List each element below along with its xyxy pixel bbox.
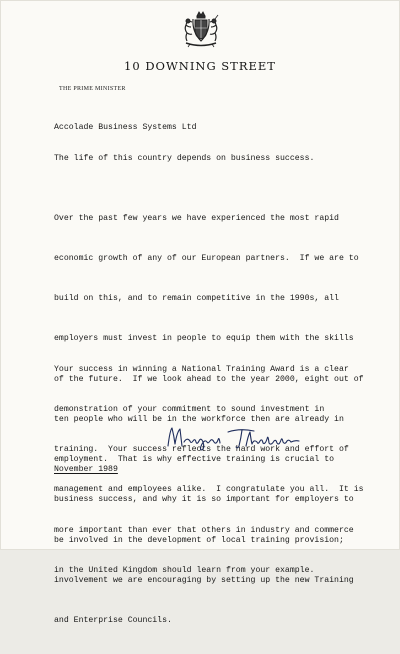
paragraph-line: more important than ever that others in industry and commerce [54, 525, 354, 535]
paragraph-line: training. Your success reflects the hard work and effort of [54, 445, 349, 455]
paragraph-line: employment. That is why effective training is crucial to [54, 455, 335, 465]
paragraph-line: build on this, and to remain competitive in the 1990s, all [54, 294, 339, 304]
paragraph-line: management and employees alike. I congratulate you all. It is [54, 485, 364, 495]
paragraph-line: ten people who will be in the workforce then are already in [54, 414, 344, 424]
paragraph-line: economic growth of any of our European partners. If we are to [54, 254, 359, 264]
paragraph-line: business success, and why it is so important for employers to [54, 495, 354, 505]
paragraph-line: Your success in winning a National Training Award is a clear [54, 364, 349, 374]
paragraph-line: demonstration of your commitment to sound investment in [54, 405, 325, 415]
recipient: Accolade Business Systems Ltd [54, 123, 197, 132]
paragraph-line: of the future. If we look ahead to the year 2000, eight out of [54, 374, 364, 384]
intro-line: The life of this country depends on business success. [54, 154, 315, 163]
paragraph-line: involvement we are encouraging by setting up the new Training [54, 575, 354, 585]
letterhead-address: 10 DOWNING STREET [124, 59, 276, 73]
royal-coat-of-arms-icon [178, 10, 224, 50]
letter-date: November 1989 [54, 465, 118, 474]
paragraph-line: Over the past few years we have experienced the most rapid [54, 213, 339, 223]
paragraph-line: and Enterprise Councils. [54, 616, 172, 625]
handwritten-signature [162, 422, 312, 452]
paragraph-line: employers must invest in people to equip them with the skills [54, 334, 354, 344]
letterhead-office: THE PRIME MINISTER [59, 86, 126, 92]
paragraph-line: be involved in the development of local training provision; [54, 535, 344, 545]
paragraph-line: in the United Kingdom should learn from your example. [54, 565, 315, 575]
